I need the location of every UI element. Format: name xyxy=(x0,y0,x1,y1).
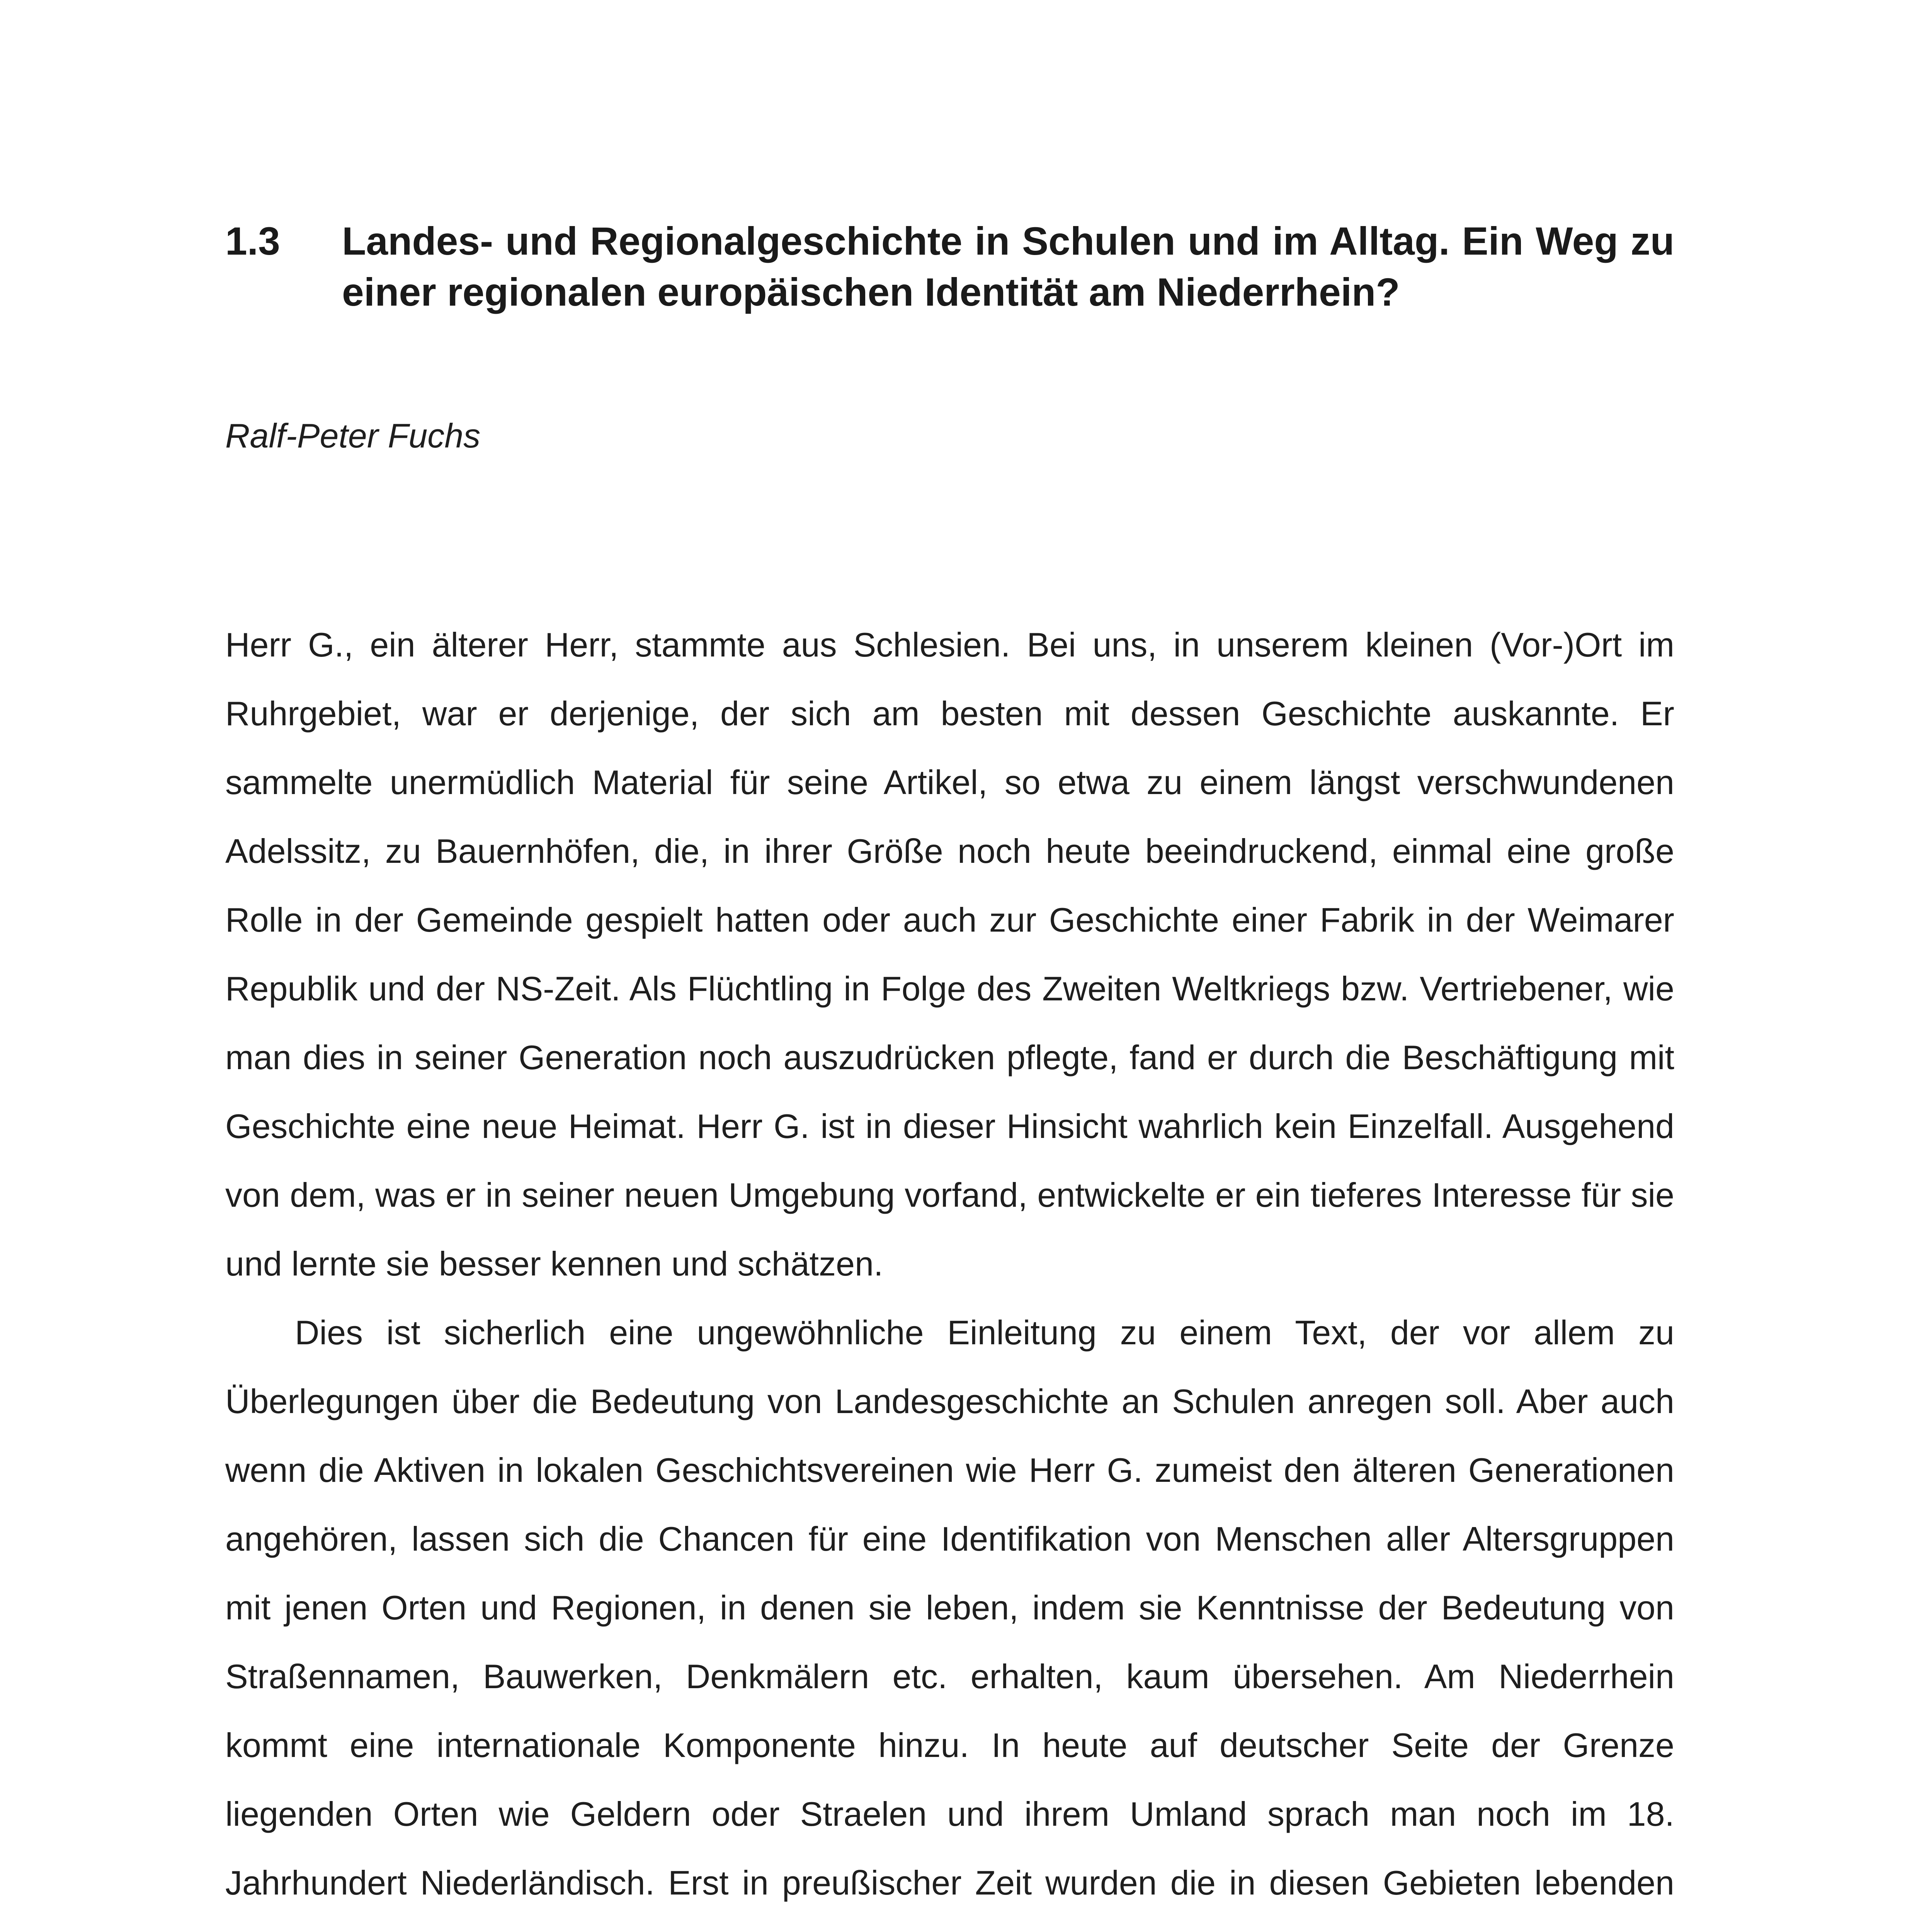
section-number: 1.3 xyxy=(225,219,280,263)
body-text xyxy=(225,611,1674,1932)
section-heading xyxy=(225,216,1674,318)
paragraph: Dies ist sicherlich eine ungewöhnliche Einleitung zu einem Text, der vor allem zu Überlegungen über die Bedeutung von Landesgeschichte an Schulen anregen soll. Aber auch wenn die Aktiven in lokalen Geschichtsvereinen wie Herr G. zumeist den älteren Generationen angehören, lassen sich die Chancen für eine Identifikation von Menschen aller Altersgruppen mit jenen Orten und Regionen, in denen sie leben, indem sie Kenntnisse der Bedeutung von Straßennamen, Bauwerken, Denkmälern etc. erhalten, kaum übersehen. Am Niederrhein kommt eine internationale Komponente hinzu. In heute auf deutscher Seite der Grenze liegenden Orten wie Geldern oder Straelen und ihrem Umland sprach man noch im 18. Jahrhundert Niederländisch. Erst in preußischer Zeit wurden die in diesen Gebieten lebenden xyxy=(225,1313,1674,1902)
author-name: Ralf-Peter Fuchs xyxy=(225,417,481,455)
paragraph: Herr G., ein älterer Herr, stammte aus Schlesien. Bei uns, in unserem kleinen (Vor-)Ort im Ruhrgebiet, war er derjenige, der sich am besten mit dessen Geschichte auskannte. Er sammelte unermüdlich Material für seine Artikel, so etwa zu einem längst verschwundenen Adelssitz, zu Bauernhöfen, die, in ihrer Größe noch heute beeindruckend, einmal eine große Rolle in der Gemeinde gespielt hatten oder auch zur Geschichte einer Fabrik in der Weimarer Republik und der NS-Zeit. Als Flüchtling in Folge des Zweiten Weltkriegs bzw. Vertriebener, wie man dies in seiner Generation noch auszudrücken pflegte, fand er durch die Beschäftigung mit Geschichte eine neue Heimat. Herr G. ist in dieser Hinsicht wahrlich kein Einzelfall. Ausgehend von dem, was er in seiner neuen Umgebung vorfand, entwickelte er ein tieferes Interesse für sie und lernte sie besser kennen und schätzen. xyxy=(225,626,1674,1283)
section-title: Landes- und Regionalgeschichte in Schulen und im Alltag. Ein Weg zu einer regionalen europäischen Identität am Niederrhein? xyxy=(342,219,1674,314)
